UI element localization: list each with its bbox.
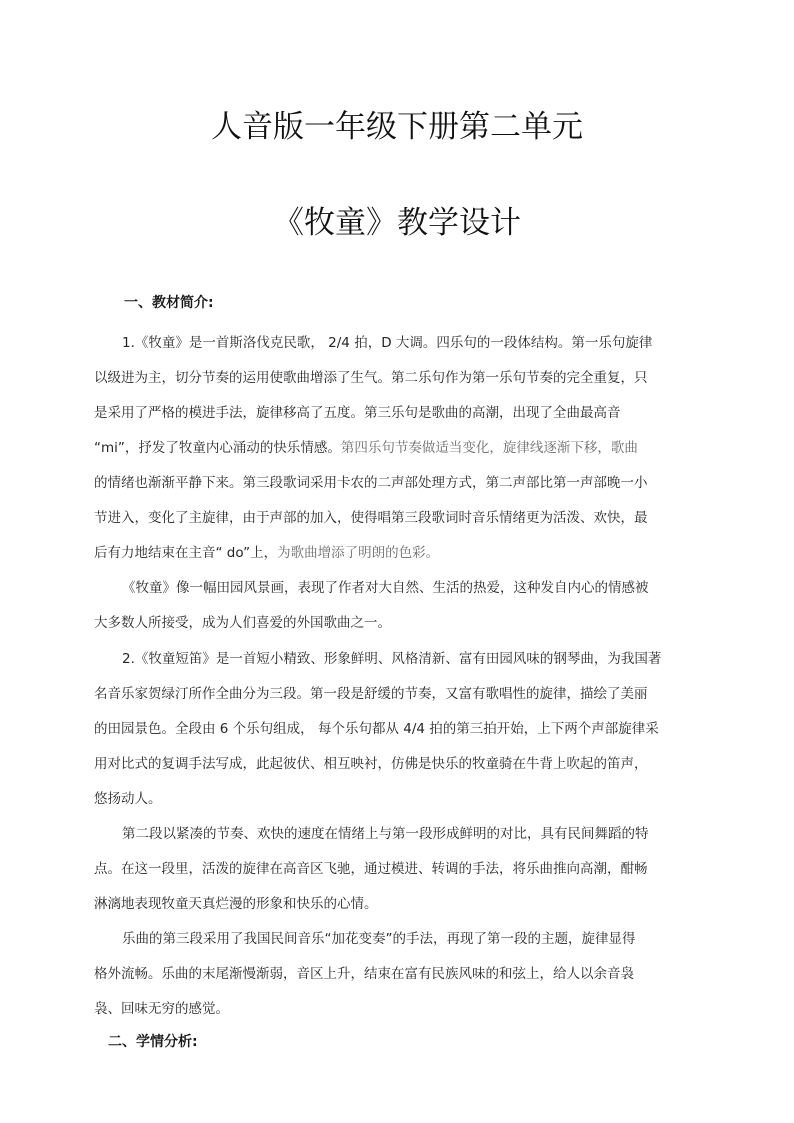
paragraph-segment: 后有力地结束在主音“ do”上，	[94, 545, 278, 561]
paragraph-line: 袅、回味无穷的感觉。	[94, 1001, 229, 1017]
paragraph-line-composite	[94, 541, 439, 561]
paragraph-line: 大多数人所接受，成为人们喜爱的外国歌曲之一。	[94, 615, 391, 631]
paragraph-line: 的田园景色。全段由 6 个乐句组成， 每个乐句都从 4/4 拍的第三拍开始，上下两个声部旋律采	[94, 721, 659, 737]
paragraph-line: 乐曲的第三段采用了我国民间音乐“加花变奏”的手法，再现了第一段的主题，旋律显得	[122, 931, 636, 947]
paragraph-segment: “mi”，抒发了牧童内心涌动的快乐情感。	[94, 440, 341, 456]
paragraph-line: 2.《牧童短笛》是一首短小精致、形象鲜明、风格清新、富有田园风味的钢琴曲，为我国著	[122, 651, 662, 667]
paragraph-line: 名音乐家贺绿汀所作全曲分为三段。第一段是舒缓的节奏，又富有歌唱性的旋律，描绘了美丽	[94, 686, 648, 702]
paragraph-line: 1.《牧童》是一首斯洛伐克民歌， 2/4 拍，D 大调。四乐句的一段体结构。第一乐句旋律	[122, 335, 653, 351]
section-heading-learner-analysis: 二、学情分析:	[108, 1034, 198, 1050]
document-title-line2: 《牧童》教学设计	[273, 205, 521, 241]
paragraph-line: 第二段以紧凑的节奏、欢快的速度在情绪上与第一段形成鲜明的对比，具有民间舞蹈的特	[122, 826, 649, 842]
document-title-line1: 人音版一年级下册第二单元	[211, 109, 583, 145]
paragraph-line-composite	[94, 436, 638, 456]
paragraph-line: 以级进为主，切分节奏的运用使歌曲增添了生气。第二乐句作为第一乐句节奏的完全重复，只	[94, 370, 648, 386]
paragraph-segment: 第四乐句节奏做适当变化，旋律线逐渐下移，歌曲	[340, 440, 638, 456]
paragraph-segment: 为歌曲增添了明朗的色彩。	[277, 545, 440, 561]
paragraph-line: 用对比式的复调手法写成，此起彼伏、相互映衬，仿佛是快乐的牧童骑在牛背上吹起的笛声，	[94, 756, 648, 772]
paragraph-line: 的情绪也渐渐平静下来。第三段歌词采用卡农的二声部处理方式，第二声部比第一声部晚一小	[94, 475, 648, 491]
paragraph-line: 节进入，变化了主旋律，由于声部的加入，使得唱第三段歌词时音乐情绪更为活泼、欢快，最	[94, 510, 648, 526]
paragraph-line: 淋漓地表现牧童天真烂漫的形象和快乐的心情。	[94, 896, 378, 912]
paragraph-line: 格外流畅。乐曲的末尾渐慢渐弱，音区上升，结束在富有民族风味的和弦上，给人以余音袅	[94, 966, 634, 982]
paragraph-line: 《牧童》像一幅田园风景画，表现了作者对大自然、生活的热爱，这种发自内心的情感被	[122, 580, 649, 596]
paragraph-line: 点。在这一段里，活泼的旋律在高音区飞驰，通过模进、转调的手法，将乐曲推向高潮，酣畅	[94, 861, 648, 877]
paragraph-line: 悠扬动人。	[94, 791, 162, 807]
paragraph-line: 是采用了严格的模进手法，旋律移高了五度。第三乐句是歌曲的高潮，出现了全曲最高音	[94, 405, 621, 421]
section-heading-textbook-intro: 一、教材简介:	[124, 295, 214, 311]
